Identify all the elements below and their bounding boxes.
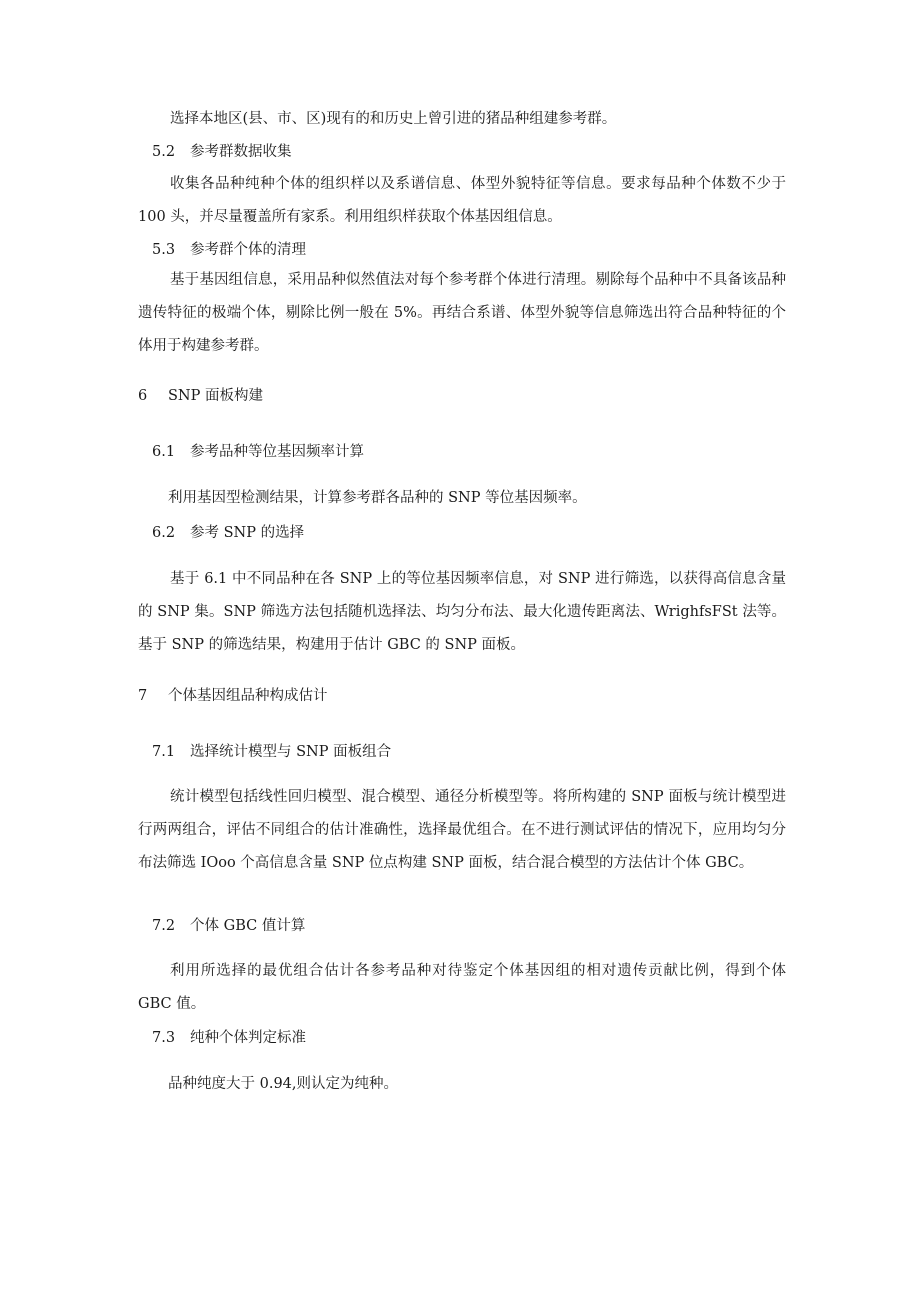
section-title: 个体基因组品种构成估计 xyxy=(168,688,328,704)
paragraph-5-3: 基于基因组信息，采用品种似然值法对每个参考群个体进行清理。剔除每个品种中不具备该品种遗传特征的极端个体，剔除比例一般在 5%。再结合系谱、体型外貌等信息筛选出符合品种特征的个体用于构建参考群。 xyxy=(138,272,786,354)
section-number: 5.3 xyxy=(152,242,176,258)
section-heading-7-3 xyxy=(152,1028,306,1048)
section-title: 参考群数据收集 xyxy=(190,144,292,160)
section-number: 7 xyxy=(138,688,148,704)
paragraph-7-2: 利用所选择的最优组合估计各参考品种对待鉴定个体基因组的相对遗传贡献比例，得到个体 GBC 值。 xyxy=(138,963,786,1012)
section-heading-5-2 xyxy=(152,142,292,162)
section-title: 参考品种等位基因频率计算 xyxy=(190,444,364,460)
section-title: 参考 SNP 的选择 xyxy=(190,525,305,541)
paragraph-7-1: 统计模型包括线性回归模型、混合模型、通径分析模型等。将所构建的 SNP 面板与统计模型进行两两组合，评估不同组合的估计准确性，选择最优组合。在不进行测试评估的情况下，应用均匀分布法筛选 IOoo 个高信息含量 SNP 位点构建 SNP 面板，结合混合模型的方法估计个体 GBC。 xyxy=(138,789,786,871)
section-heading-7-1 xyxy=(152,742,391,762)
paragraph-6-2: 基于 6.1 中不同品种在各 SNP 上的等位基因频率信息，对 SNP 进行筛选，以获得高信息含量的 SNP 集。SNP 筛选方法包括随机选择法、均匀分布法、最大化遗传距离法、WrighfsFSt 法等。基于 SNP 的筛选结果，构建用于估计 GBC 的 SNP 面板。 xyxy=(138,571,786,653)
section-number: 6.1 xyxy=(152,444,176,460)
section-heading-5-3 xyxy=(152,240,306,260)
section-title: 纯种个体判定标准 xyxy=(190,1030,306,1046)
section-title: 选择统计模型与 SNP 面板组合 xyxy=(190,744,392,760)
paragraph-5-2: 收集各品种纯种个体的组织样以及系谱信息、体型外貌特征等信息。要求每品种个体数不少于 100 头，并尽量覆盖所有家系。利用组织样获取个体基因组信息。 xyxy=(138,176,786,225)
paragraph-6-1: 利用基因型检测结果，计算参考群各品种的 SNP 等位基因频率。 xyxy=(168,490,587,506)
section-heading-6-1 xyxy=(152,442,364,462)
paragraph-7-3: 品种纯度大于 0.94,则认定为纯种。 xyxy=(168,1076,399,1092)
section-number: 6 xyxy=(138,388,148,404)
section-heading-6-2 xyxy=(152,523,304,543)
intro-paragraph: 选择本地区(县、市、区)现有的和历史上曾引进的猪品种组建参考群。 xyxy=(170,111,617,127)
section-number: 5.2 xyxy=(152,144,176,160)
section-heading-6 xyxy=(138,386,263,406)
section-heading-7-2 xyxy=(152,916,305,936)
section-number: 7.2 xyxy=(152,918,176,934)
section-number: 7.1 xyxy=(152,744,176,760)
section-number: 7.3 xyxy=(152,1030,176,1046)
section-title: 个体 GBC 值计算 xyxy=(190,918,306,934)
section-number: 6.2 xyxy=(152,525,176,541)
section-title: SNP 面板构建 xyxy=(168,388,263,404)
section-heading-7 xyxy=(138,686,328,706)
section-title: 参考群个体的清理 xyxy=(190,242,306,258)
